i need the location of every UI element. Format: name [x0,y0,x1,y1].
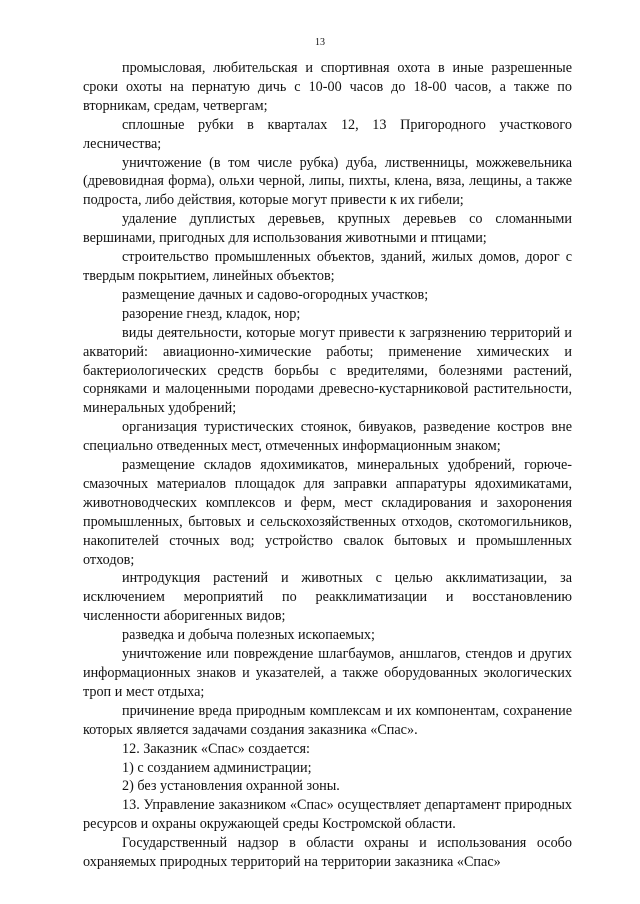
paragraph-nest-destruction: разорение гнезд, кладок, нор; [122,305,301,322]
paragraph-pollution-activities: виды деятельности, которые могут привести к загрязнению территорий и акваторий: авиационно-химические работы; применение химических и бактериологических средств борьбы с вредителями, болезнями растений, сорняками и малоценными породами древесно-кустарниковой растительности, минеральных удобрений; [83,324,572,417]
paragraph-construction: строительство промышленных объектов, зданий, жилых домов, дорог с твердым покрытием, линейных объектов; [83,249,572,284]
paragraph-garden-plots: размещение дачных и садово-огородных участков; [122,286,429,303]
paragraph-signage-damage: уничтожение или повреждение шлагбаумов, аншлагов, стендов и других информационных знаков и указателей, а также оборудованных экологических троп и мест отдыха; [83,646,572,700]
paragraph-with-administration: 1) с созданием администрации; [122,759,312,776]
paragraph-clear-cutting: сплошные рубки в кварталах 12, 13 Пригородного участкового лесничества; [83,116,572,152]
paragraph-state-supervision: Государственный надзор в области охраны и использования особо охраняемых природных территорий на территории заказника «Спас» [83,835,572,871]
paragraph-harm-to-complexes: причинение вреда природным комплексам и их компонентам, сохранение которых является задачами создания заказника «Спас». [83,702,572,738]
page-number: 13 [315,37,325,48]
paragraph-mining: разведка и добыча полезных ископаемых; [122,627,375,644]
paragraph-without-buffer-zone: 2) без установления охранной зоны. [122,778,340,795]
paragraph-hunting-restriction: промысловая, любительская и спортивная охота в иные разрешенные сроки охоты на пернатую дичь с 10-00 часов до 18-00 часов, а также по вторникам, средам, четвергам; [83,60,572,114]
paragraph-section-13: 13. Управление заказником «Спас» осуществляет департамент природных ресурсов и охраны окружающей среды Костромской области. [83,797,572,833]
paragraph-tourist-camps: организация туристических стоянок, бивуаков, разведение костров вне специально отведенных мест, отмеченных информационным знаком; [83,419,572,455]
paragraph-chemical-storage: размещение складов ядохимикатов, минеральных удобрений, горюче-смазочных материалов площадок для заправки аппаратуры ядохимикатами, животноводческих комплексов и ферм, мест складирования и захоронения промышленных, бытовых и сельскохозяйственных отходов, скотомогильников, накопителей сточных вод; устройство свалок бытовых и промышленных отходов; [83,457,572,568]
paragraph-section-12: 12. Заказник «Спас» создается: [122,740,310,757]
paragraph-introduction: интродукция растений и животных с целью акклиматизации, за исключением мероприятий по реакклиматизации и восстановлению численности аборигенных видов; [83,570,572,625]
paragraph-tree-destruction: уничтожение (в том числе рубка) дуба, лиственницы, можжевельника (древовидная форма), ольхи черной, липы, пихты, клена, вяза, лещины, а также подроста, либо действия, которые могут привести к их гибели; [83,154,572,209]
document-body [83,59,572,872]
paragraph-hollow-trees-removal: удаление дуплистых деревьев, крупных деревьев со сломанными вершинами, пригодных для использования животными и птицами; [83,211,572,247]
